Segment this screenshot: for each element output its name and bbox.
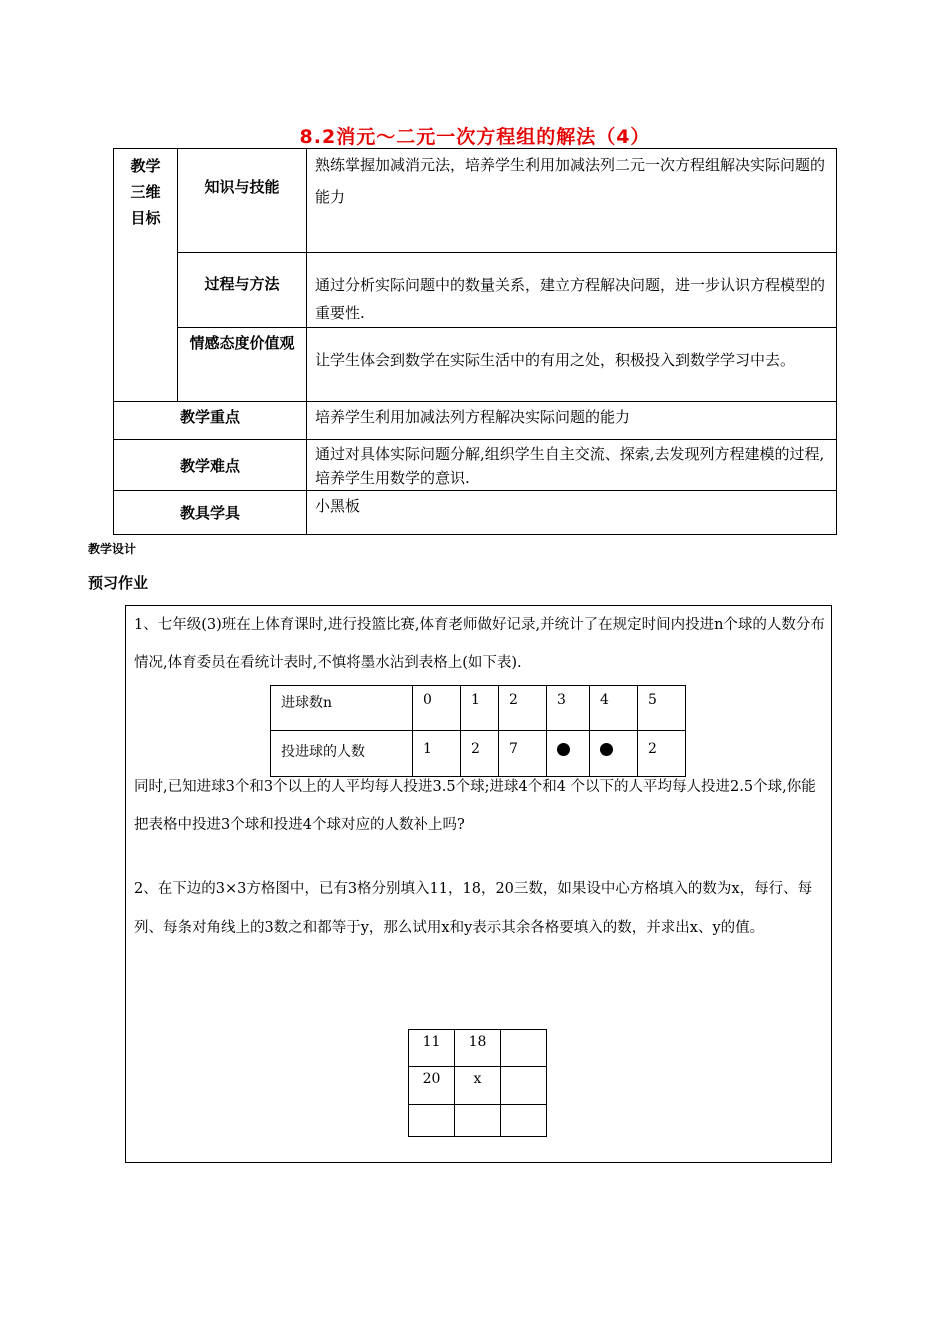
score-table-cell: 5	[638, 686, 686, 731]
tools-label: 教具学具	[114, 491, 307, 535]
problem-1-intro: 1、七年级(3)班在上体育课时,进行投篮比赛,体育老师做好记录,并统计了在规定时间内投进n个球的人数分布情况,体育委员在看统计表时,不慎将墨水沾到表格上(如下表).	[134, 617, 825, 671]
attitude-values-text: 让学生体会到数学在实际生活中的有用之处，积极投入到数学学习中去。	[307, 328, 837, 402]
grid-cell	[501, 1105, 547, 1137]
goals-header-line-2: 三维	[130, 183, 161, 201]
grid-cell: 11	[409, 1030, 455, 1067]
section-teaching-design: 教学设计	[88, 542, 137, 556]
score-table-cell: 1	[413, 731, 461, 777]
attitude-values-label: 情感态度价值观	[178, 328, 307, 402]
knowledge-skill-label: 知识与技能	[178, 149, 307, 253]
goals-header-line-1: 教学	[130, 157, 161, 175]
process-method-text: 通过分析实际问题中的数量关系，建立方程解决问题，进一步认识方程模型的重要性.	[307, 253, 837, 328]
score-table-cell: 2	[638, 731, 686, 777]
magic-square-grid	[408, 1029, 547, 1137]
knowledge-skill-text: 熟练掌握加减消元法，培养学生利用加减法列二元一次方程组解决实际问题的能力	[307, 149, 837, 253]
score-table-cell: 1	[461, 686, 499, 731]
grid-cell	[501, 1030, 547, 1067]
grid-cell	[409, 1105, 455, 1137]
score-table	[270, 685, 686, 777]
homework-box	[125, 605, 832, 1163]
grid-cell	[501, 1067, 547, 1105]
score-table-cell: 7	[499, 731, 547, 777]
score-table-cell: 0	[413, 686, 461, 731]
problem-2-text: 2、在下边的3×3方格图中，已有3格分别填入11，18，20三数，如果设中心方格填入的数为x，每行、每列、每条对角线上的3数之和都等于y，那么试用x和y表示其余各格要填入的数，并求出x、y的值。	[134, 881, 813, 936]
teaching-goals-table	[113, 148, 837, 535]
goals-header-cell	[114, 149, 178, 402]
score-table-header-goals: 进球数n	[271, 686, 413, 731]
key-points-label: 教学重点	[114, 402, 307, 440]
score-table-cell: 2	[461, 731, 499, 777]
grid-cell: 18	[455, 1030, 501, 1067]
section-homework: 预习作业	[88, 574, 149, 592]
difficulties-text: 通过对具体实际问题分解,组织学生自主交流、探索,去发现列方程建模的过程,培养学生用数学的意识.	[307, 440, 837, 491]
goals-header-line-3: 目标	[130, 209, 161, 227]
score-table-cell: 4	[590, 686, 638, 731]
grid-cell: 20	[409, 1067, 455, 1105]
document-title: 8.2消元～二元一次方程组的解法（4）	[299, 126, 651, 148]
key-points-text: 培养学生利用加减法列方程解决实际问题的能力	[307, 402, 837, 440]
score-table-cell: 3	[547, 686, 590, 731]
score-table-cell: 2	[499, 686, 547, 731]
ink-blot-icon	[557, 743, 570, 756]
score-table-header-people: 投进球的人数	[271, 731, 413, 777]
difficulties-label: 教学难点	[114, 440, 307, 491]
problem-1-question: 同时,已知进球3个和3个以上的人平均每人投进3.5个球;进球4个和4 个以下的人平均每人投进2.5个球,你能把表格中投进3个球和投进4个球对应的人数补上吗?	[134, 779, 816, 833]
grid-cell: x	[455, 1067, 501, 1105]
grid-cell	[455, 1105, 501, 1137]
process-method-label: 过程与方法	[178, 253, 307, 328]
ink-blot-icon	[600, 743, 613, 756]
tools-text: 小黑板	[307, 491, 837, 535]
